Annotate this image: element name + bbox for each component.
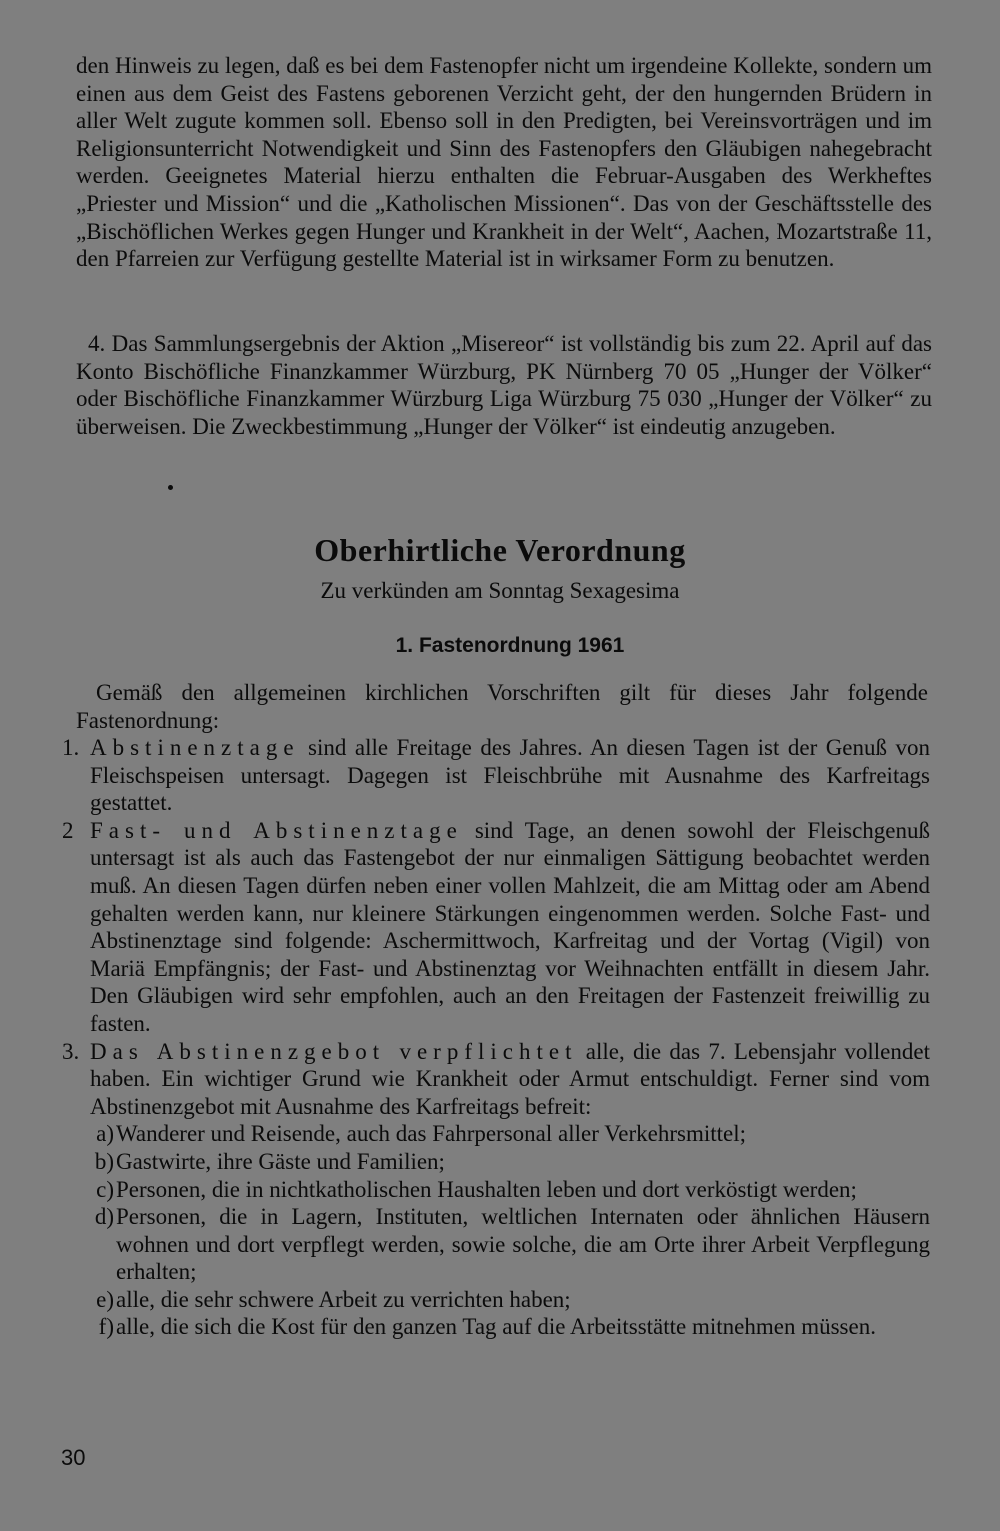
list-item — [62, 1203, 930, 1286]
page-number: 30 — [61, 1445, 86, 1470]
item-letter: c) — [96, 1176, 114, 1202]
list-item — [62, 1286, 930, 1314]
list-item — [62, 1176, 930, 1204]
page-subtitle: Zu verkünden am Sonntag Sexagesima — [320, 578, 680, 603]
exemption-list — [62, 1120, 930, 1341]
item-number: 1. — [62, 735, 80, 760]
item-text: Wanderer und Reisende, auch das Fahrpersonal aller Verkehrsmittel; — [116, 1121, 747, 1147]
item-term: Fast- und Abstinenztage — [90, 817, 463, 843]
item-letter: a) — [96, 1121, 114, 1147]
item-letter: b) — [94, 1148, 114, 1174]
list-item — [62, 817, 930, 1038]
intro-paragraph: den Hinweis zu legen, daß es bei dem Fastenopfer nicht um irgendeine Kollekte, sondern um einen aus dem Geist des Fastens geborenen Verzicht geht, der den hungernden Brüdern in aller Welt zugute kommen soll. Ebenso soll in den Predigten, bei Vereinsvorträgen und im Religionsunterricht Notwendigkeit und Sinn des Fastenopfers den Gläubigen nahegebracht werden. Geeignetes Material hierzu enthalten die Februar-Ausgaben des Werkheftes „Priester und Mission“ und die „Katholischen Missionen“. Das von der Geschäftsstelle des „Bischöflichen Werkes gegen Hunger und Krankheit in der Welt“, Aachen, Mozartstraße 11, den Pfarreien zur Verfügung gestellte Material ist in wirksamer Form zu benutzen. — [76, 53, 932, 272]
item-term: Abstinenztage — [90, 735, 300, 760]
list-item — [62, 1038, 930, 1121]
page-title: Oberhirtliche Verordnung — [314, 532, 686, 568]
list-item — [62, 1313, 930, 1341]
item-text: alle, die sich die Kost für den ganzen Tag auf die Arbeitsstätte mitnehmen müssen. — [116, 1314, 876, 1340]
item-text: sind alle Freitage des Jahres. An diesen Tagen ist der Genuß von Fleischspeisen untersagt. Dagegen ist Fleischbrühe mit Ausnahme des Karfreitags gestattet. — [90, 735, 930, 816]
list-item — [62, 1148, 930, 1176]
paragraph-4: 4. Das Sammlungsergebnis der Aktion „Misereor“ ist vollständig bis zum 22. April auf das Konto Bischöfliche Finanzkammer Würzburg, PK Nürnberg 70 05 „Hunger der Völker“ oder Bischöfliche Finanzkammer Würzburg Liga Würzburg 75 030 „Hunger der Völker“ zu überweisen. Die Zweckbestimmung „Hunger der Völker“ ist eindeutig anzugeben. — [76, 331, 932, 439]
item-text: Gastwirte, ihre Gäste und Familien; — [116, 1148, 445, 1174]
item-number: 2 — [62, 817, 74, 843]
stray-dot — [168, 485, 173, 490]
item-letter: f) — [98, 1314, 114, 1340]
section-intro: Gemäß den allgemeinen kirchlichen Vorschriften gilt für dieses Jahr folgende Fastenordnung: — [76, 680, 928, 733]
list-item — [62, 734, 930, 817]
item-letter: d) — [94, 1204, 114, 1230]
item-text: Personen, die in nichtkatholischen Haushalten leben und dort verköstigt werden; — [116, 1176, 857, 1202]
item-letter: e) — [96, 1286, 114, 1312]
item-text: alle, die sehr schwere Arbeit zu verrichten haben; — [116, 1286, 571, 1312]
section-heading: 1. Fastenordnung 1961 — [395, 634, 625, 657]
fasting-rules-list — [62, 734, 930, 1341]
item-term: Das Abstinenzgebot verpflichtet — [90, 1038, 578, 1064]
list-item — [62, 1120, 930, 1148]
item-text: sind Tage, an denen sowohl der Fleischgenuß untersagt ist als auch das Fastengebot der nur einmaligen Sättigung beobachtet werden muß. An diesen Tagen dürfen neben einer vollen Mahlzeit, die am Mittag oder am Abend gehalten werden kann, nur kleinere Stärkungen eingenommen werden. Solche Fast- und Abstinenztage sind folgende: Aschermittwoch, Karfreitag und der Vortag (Vigil) von Mariä Empfängnis; der Fast- und Abstinenztag vor Weihnachten entfällt in diesem Jahr. Den Gläubigen wird sehr empfohlen, auch an den Freitagen der Fastenzeit freiwillig zu fasten. — [90, 817, 930, 1036]
item-text: alle, die das 7. Lebensjahr vollendet haben. Ein wichtiger Grund wie Krankheit oder Armut entschuldigt. Ferner sind vom Abstinenzgebot mit Ausnahme des Karfreitags befreit: — [90, 1038, 930, 1119]
item-text: Personen, die in Lagern, Instituten, weltlichen Internaten oder ähnlichen Häusern wohnen und dort verpflegt werden, sowie solche, die am Orte ihrer Arbeit Verpflegung erhalten; — [116, 1204, 930, 1285]
item-number: 3. — [62, 1038, 80, 1064]
